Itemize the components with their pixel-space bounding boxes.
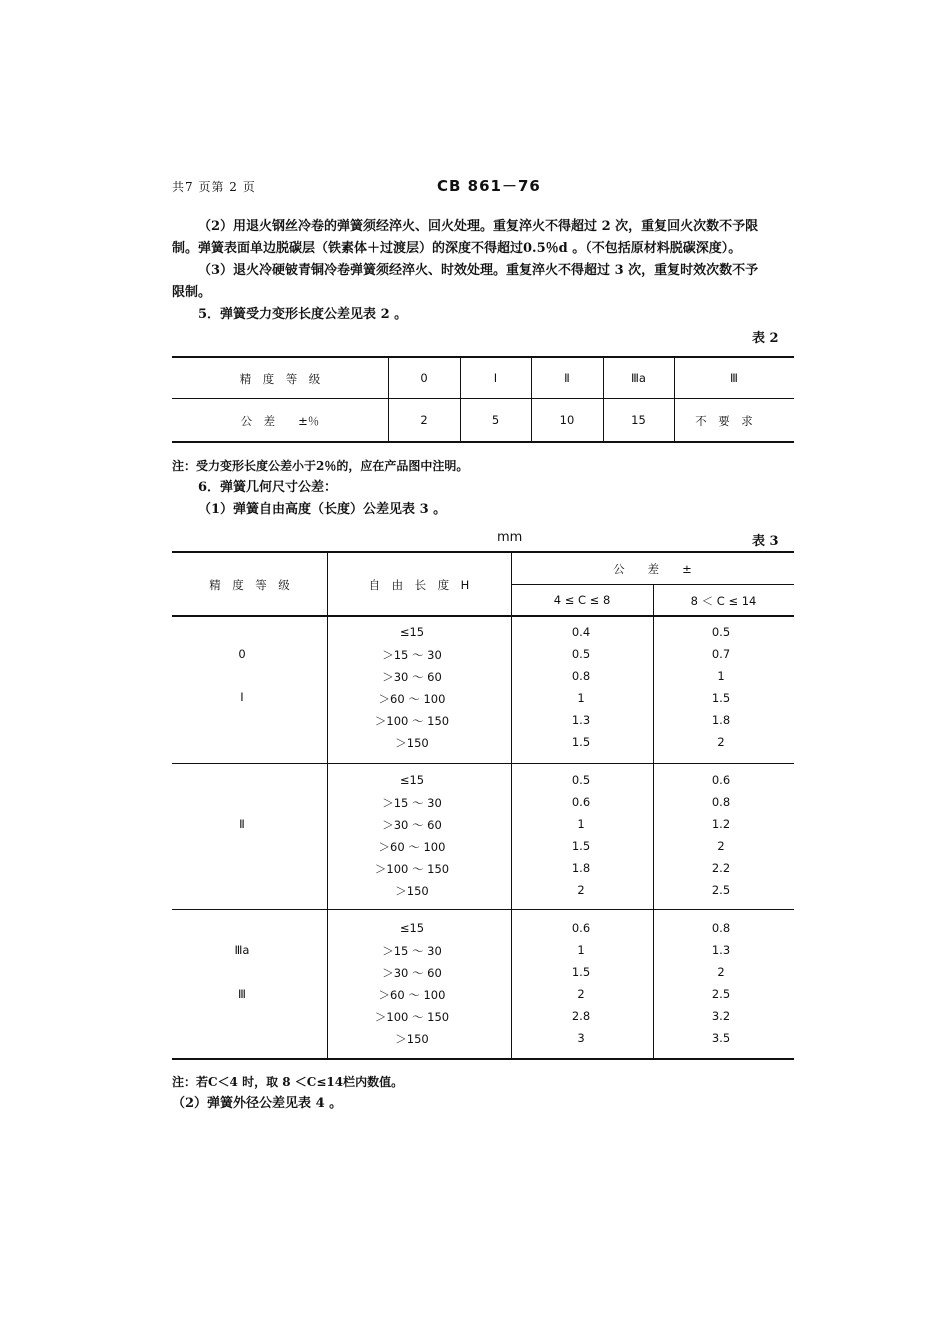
table-3-group-2-grade: Ⅱ [239,817,245,831]
table-3-row-tol-1: 0.5 [571,773,591,787]
table-2-grade-3a: Ⅲa [631,371,646,385]
table-3-group-3-grade-3a: Ⅲa [234,943,250,957]
table-3-row-tol-1: 1.5 [571,735,591,749]
table-3-row-length: ＞100 ～ 150 [374,714,450,728]
table-3-row-length: ＞150 [395,736,429,750]
table-2-tolerance-0: 2 [420,413,428,427]
table-3-group-1-grade-1: Ⅰ [240,690,244,704]
table-3-row-tol-2: 2.5 [711,987,731,1001]
table-3-row-length: ＞60 ～ 100 [378,840,446,854]
table-3-row-tol-1: 1.3 [571,713,591,727]
paragraph-2-line-1: （2）用退火钢丝冷卷的弹簧须经淬火、回火处理。重复淬火不得超过 2 次，重复回火次数不予限 [198,219,759,234]
table-3-header-tolerance: 公 差 ± [613,562,692,576]
section-5-heading: 5．弹簧受力变形长度公差见表 2 。 [198,307,408,322]
table-3-row-length: ＞100 ～ 150 [374,1010,450,1024]
table-3-row-length: ＞60 ～ 100 [378,692,446,706]
table-3-note: 注：若C＜4 时，取 8 ＜C≤14栏内数值。 [172,1075,404,1089]
table-3-row-length: ＞150 [395,884,429,898]
paragraph-3-line-2: 限制。 [172,285,212,300]
table-3-row-tol-2: 0.6 [711,773,731,787]
table-3-row-tol-2: 2.5 [711,883,731,897]
table-2-caption: 表 2 [752,331,779,346]
table-3-row-length: ＞15 ～ 30 [382,944,442,958]
table-3-row-length: ≤15 [399,921,425,935]
table-3-row-tol-1: 2 [577,987,585,1001]
table-3-row-length: ＞100 ～ 150 [374,862,450,876]
table-3-header-grade: 精 度 等 级 [209,578,290,592]
table-3-row-tol-2: 2 [717,839,725,853]
table-3-group-1-grade-0: 0 [238,647,246,661]
table-2-tolerance-label: 公 差 ±％ [240,414,320,428]
table-3-row-length: ＞150 [395,1032,429,1046]
table-2-tolerance-2: 10 [559,413,575,427]
table-3-row-tol-2: 0.5 [711,625,731,639]
document-code: CB 861－76 [437,177,541,195]
table-3-row-tol-1: 1.8 [571,861,591,875]
table-3-row-length: ≤15 [399,773,425,787]
table-3-row-length: ＞15 ～ 30 [382,796,442,810]
table-3-row-tol-1: 0.6 [571,795,591,809]
table-3-row-tol-1: 1.5 [571,965,591,979]
table-2-grade-2: Ⅱ [564,371,570,385]
table-3-row-length: ＞15 ～ 30 [382,648,442,662]
table-3-row-tol-1: 2 [577,883,585,897]
table-3-row-tol-1: 1 [577,943,585,957]
table-3-row-tol-1: 0.8 [571,669,591,683]
table-3-row-length: ＞60 ～ 100 [378,988,446,1002]
table-3-row-tol-1: 0.4 [571,625,591,639]
table-3-row-tol-2: 3.2 [711,1009,731,1023]
table-3-row-tol-1: 0.6 [571,921,591,935]
table-3-caption: 表 3 [752,534,779,549]
table-3-row-tol-2: 1 [717,669,725,683]
section-6-2: （2）弹簧外径公差见表 4 。 [172,1096,343,1111]
table-3-row-tol-1: 2.8 [571,1009,591,1023]
page-info: 共7 页第 2 页 [172,180,256,194]
table-3-row-length: ≤15 [399,625,425,639]
table-3-header-c-range-1: 4 ≤ C ≤ 8 [553,593,611,607]
table-2-grade-label: 精 度 等 级 [239,372,321,386]
table-3-row-tol-1: 1 [577,817,585,831]
table-3-row-length: ＞30 ～ 60 [382,670,442,684]
paragraph-3-line-1: （3）退火冷硬铍青铜冷卷弹簧须经淬火、时效处理。重复淬火不得超过 3 次，重复时效次数不予 [198,263,759,278]
table-2-note: 注：受力变形长度公差小于2％的，应在产品图中注明。 [172,459,469,473]
table-2-tolerance-3: 不 要 求 [695,414,753,428]
table-3-row-tol-1: 3 [577,1031,585,1045]
table-3-row-length: ＞30 ～ 60 [382,966,442,980]
table-3-unit: mm [497,530,523,545]
table-3-header-c-range-2: 8 ＜ C ≤ 14 [690,594,757,608]
table-3-row-tol-2: 0.8 [711,795,731,809]
table-3-row-tol-1: 1.5 [571,839,591,853]
table-2-grade-3: Ⅲ [730,371,738,385]
table-3-row-tol-2: 1.5 [711,691,731,705]
table-2-grade-1: Ⅰ [493,371,498,385]
table-3-row-tol-1: 1 [577,691,585,705]
table-2-grade-0: 0 [420,371,428,385]
section-6-1: （1）弹簧自由高度（长度）公差见表 3 。 [198,502,447,517]
table-3-row-tol-2: 0.8 [711,921,731,935]
table-3-row-tol-2: 3.5 [711,1031,731,1045]
table-2-tolerance-1: 5 [491,413,500,427]
table-3-group-3-grade-3: Ⅲ [238,987,246,1001]
table-3-row-tol-2: 2.2 [711,861,731,875]
table-3-row-length: ＞30 ～ 60 [382,818,442,832]
table-3-row-tol-2: 2 [717,965,725,979]
table-3-row-tol-2: 1.8 [711,713,731,727]
table-3-row-tol-2: 0.7 [711,647,731,661]
paragraph-2-line-2: 制。弹簧表面单边脱碳层（铁素体＋过渡层）的深度不得超过0.5％d 。（不包括原材料脱碳深度）。 [172,241,742,256]
table-3-row-tol-2: 1.2 [711,817,731,831]
table-2-tolerance-3a: 15 [631,413,646,427]
table-3-header-length: 自 由 长 度 H [368,578,470,592]
table-3-row-tol-2: 1.3 [711,943,731,957]
section-6-heading: 6．弹簧几何尺寸公差： [198,480,338,495]
table-3-row-tol-1: 0.5 [571,647,591,661]
table-3-row-tol-2: 2 [717,735,725,749]
